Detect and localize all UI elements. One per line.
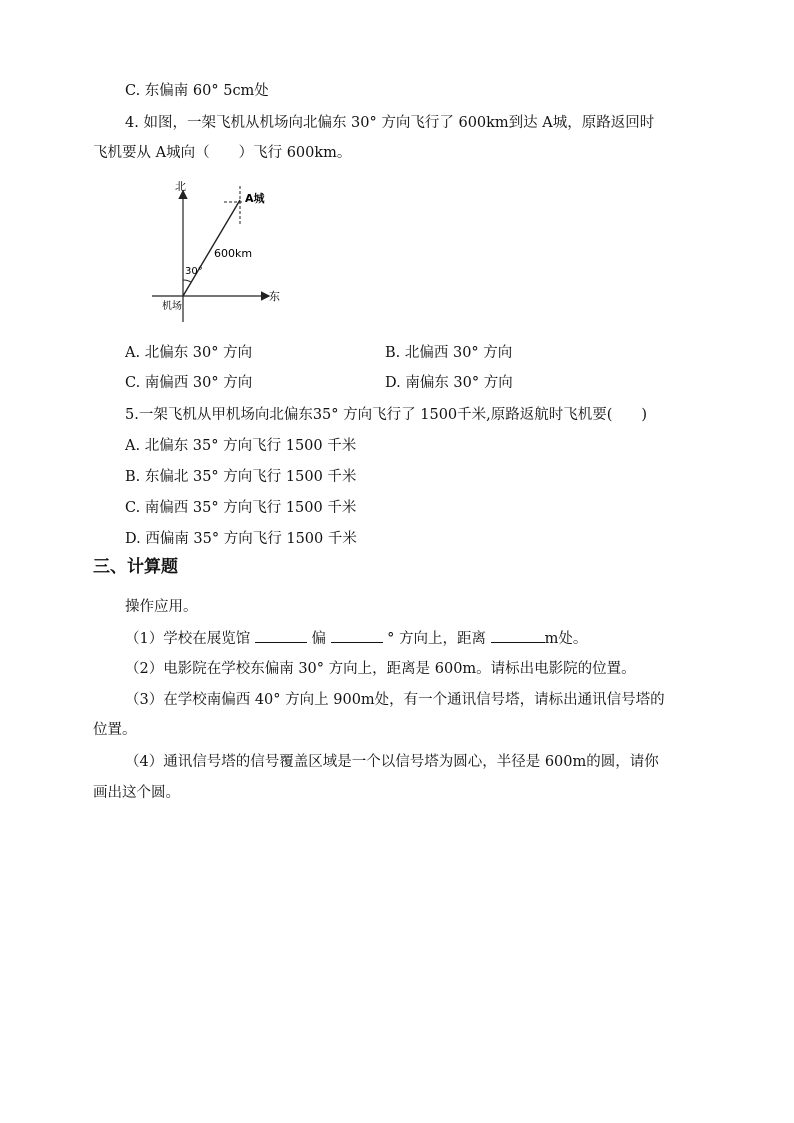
q3-option-c: C. 东偏南 60° 5cm处 bbox=[125, 83, 269, 99]
east-label: 东 bbox=[269, 290, 280, 303]
q5-option-c: C. 南偏西 35° 方向飞行 1500 千米 bbox=[125, 500, 357, 516]
blank-direction-1[interactable] bbox=[255, 628, 307, 643]
city-label: A城 bbox=[245, 192, 265, 205]
item1-part-d: m处。 bbox=[544, 631, 588, 647]
item4-line1: （4）通讯信号塔的信号覆盖区域是一个以信号塔为圆心，半径是 600m的圆，请你 bbox=[125, 754, 659, 770]
north-label: 北 bbox=[175, 180, 186, 193]
q5-stem: 5.一架飞机从甲机场向北偏东35° 方向飞行了 1500千米,原路返航时飞机要( ) bbox=[125, 407, 648, 423]
q4-option-c: C. 南偏西 30° 方向 bbox=[125, 375, 253, 391]
angle-arc bbox=[183, 280, 191, 282]
q5-option-d: D. 西偏南 35° 方向飞行 1500 千米 bbox=[125, 531, 357, 547]
item1-part-b: 偏 bbox=[311, 631, 326, 647]
blank-distance[interactable] bbox=[491, 628, 545, 643]
item3-line2: 位置。 bbox=[93, 722, 137, 738]
airport-label: 机场 bbox=[162, 301, 182, 312]
distance-label: 600km bbox=[214, 247, 253, 260]
section-heading: 三、计算题 bbox=[93, 557, 178, 577]
item4-line2: 画出这个圆。 bbox=[93, 785, 180, 801]
item2: （2）电影院在学校东偏南 30° 方向上，距离是 600m。请标出电影院的位置。 bbox=[125, 661, 636, 677]
q4-option-a: A. 北偏东 30° 方向 bbox=[125, 345, 253, 361]
section-intro: 操作应用。 bbox=[125, 599, 198, 615]
q4-stem-line2: 飞机要从 A城向（ ）飞行 600km。 bbox=[93, 145, 352, 161]
q5-option-b: B. 东偏北 35° 方向飞行 1500 千米 bbox=[125, 469, 357, 485]
item1 bbox=[125, 628, 587, 649]
item1-part-a: （1）学校在展览馆 bbox=[125, 631, 251, 647]
q5-option-a: A. 北偏东 35° 方向飞行 1500 千米 bbox=[125, 438, 357, 454]
q4-direction-figure bbox=[150, 176, 290, 326]
q4-stem-line1: 4. 如图，一架飞机从机场向北偏东 30° 方向飞行了 600km到达 A城，原路返回时 bbox=[125, 115, 655, 131]
blank-angle[interactable] bbox=[331, 628, 383, 643]
q4-option-d: D. 南偏东 30° 方向 bbox=[385, 375, 513, 391]
item1-part-c: ° 方向上，距离 bbox=[387, 631, 487, 647]
angle-label: 30° bbox=[185, 266, 203, 277]
q4-option-b: B. 北偏西 30° 方向 bbox=[385, 345, 513, 361]
item3-line1: （3）在学校南偏西 40° 方向上 900m处，有一个通讯信号塔，请标出通讯信号塔的 bbox=[125, 692, 665, 708]
